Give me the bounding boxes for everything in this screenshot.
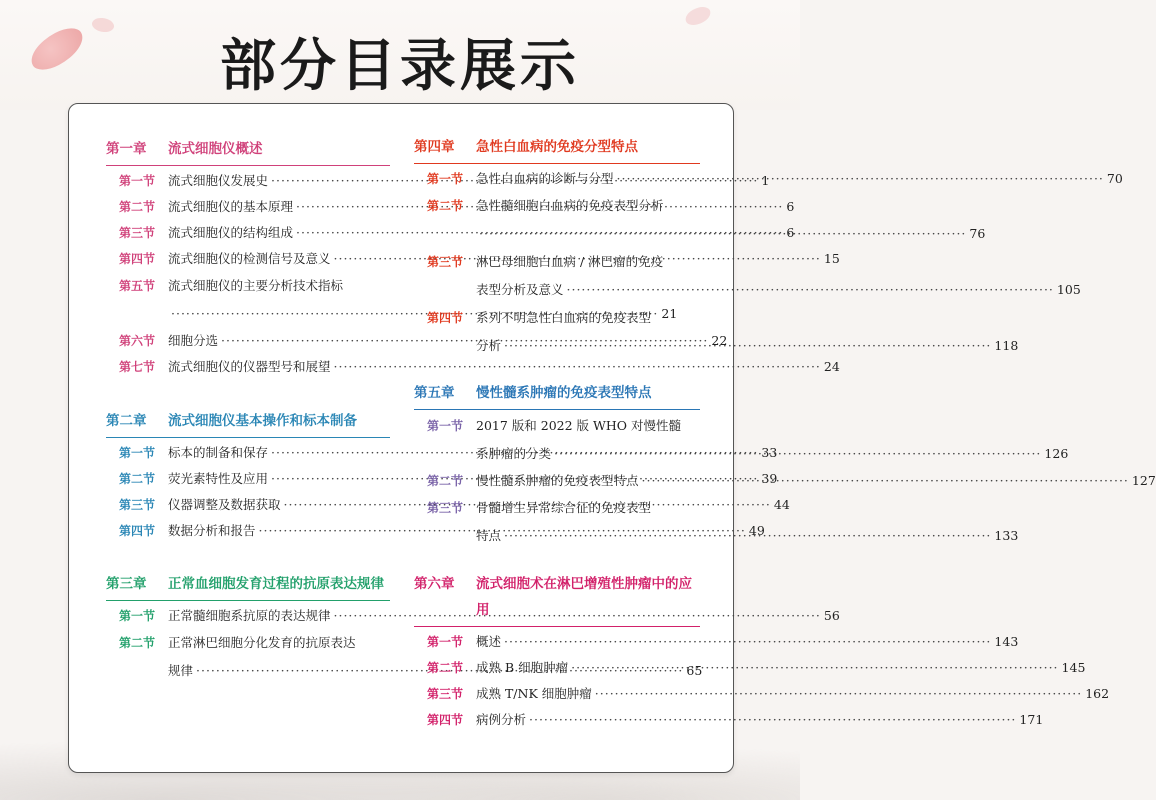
section-title: 荧光素特性及应用 <box>168 471 269 486</box>
section-number: 第四节 <box>118 524 155 538</box>
toc-section-entry[interactable] <box>414 192 986 248</box>
section-title: 急性白血病的诊断与分型 <box>476 171 614 186</box>
leader-dots <box>504 522 991 550</box>
chapter-heading[interactable] <box>414 134 700 164</box>
section-title: 规律 <box>168 663 194 678</box>
section-number: 第一节 <box>426 172 463 186</box>
leader-dots <box>529 707 1016 733</box>
leader-dots <box>504 332 991 360</box>
section-title: 淋巴母细胞白血病 / 淋巴瘤的免疫 <box>476 254 664 269</box>
section-title: 特点 <box>476 528 502 543</box>
page-number: 162 <box>1085 686 1110 701</box>
section-title: 正常髓细胞系抗原的表达规律 <box>168 608 331 623</box>
chapter-number: 第四章 <box>414 139 455 155</box>
section-title: 2017 版和 2022 版 WHO 对慢性髓 <box>476 418 681 433</box>
chapter-number: 第六章 <box>414 576 455 592</box>
section-number: 第一节 <box>426 635 463 649</box>
section-number: 第六节 <box>118 334 155 348</box>
chapter-number: 第一章 <box>106 141 147 157</box>
section-number: 第四节 <box>426 311 463 325</box>
page-number: 39 <box>761 471 778 486</box>
section-number: 第二节 <box>118 636 155 650</box>
section-number: 第二节 <box>426 661 463 675</box>
page-number: 126 <box>1044 446 1069 461</box>
section-title: 分析 <box>476 338 502 353</box>
section-number: 第七节 <box>118 360 155 374</box>
chapter-number: 第五章 <box>414 385 455 401</box>
section-number: 第五节 <box>118 279 155 293</box>
chapter-title: 流式细胞仪基本操作和标本制备 <box>168 413 357 429</box>
chapter-heading[interactable] <box>414 571 700 627</box>
chapter-number: 第三章 <box>106 576 147 592</box>
page-number: 76 <box>969 226 986 241</box>
toc-section-entry[interactable] <box>414 166 1123 192</box>
page-number: 44 <box>773 497 790 512</box>
section-number: 第一节 <box>426 419 463 433</box>
section-title: 数据分析和报告 <box>168 523 256 538</box>
page-number: 22 <box>711 333 728 348</box>
section-title: 系肿瘤的分类 <box>476 446 552 461</box>
chapter-title: 流式细胞仪概述 <box>168 141 263 157</box>
chapter-heading[interactable] <box>106 136 390 166</box>
page-number: 15 <box>823 251 840 266</box>
toc-section-entry[interactable] <box>414 655 1086 681</box>
leader-dots <box>479 220 966 248</box>
chapter-number: 第二章 <box>106 413 147 429</box>
chapter-title: 急性白血病的免疫分型特点 <box>476 139 638 155</box>
chapter-title: 慢性髓系肿瘤的免疫表型特点 <box>476 385 652 401</box>
section-number: 第三节 <box>426 687 463 701</box>
section-title: 细胞分选 <box>168 333 219 348</box>
section-title: 流式细胞仪的仪器型号和展望 <box>168 359 331 374</box>
section-title: 标本的制备和保存 <box>168 445 269 460</box>
leader-dots <box>642 468 1129 494</box>
page-number: 21 <box>661 306 678 321</box>
toc-section-entry[interactable] <box>106 354 840 380</box>
page-number: 70 <box>1106 171 1123 186</box>
leader-dots <box>617 166 1104 192</box>
chapter-heading[interactable] <box>414 380 700 410</box>
toc-section-entry[interactable] <box>106 603 840 629</box>
section-number: 第四节 <box>426 713 463 727</box>
chapter-heading[interactable] <box>106 571 390 601</box>
section-number: 第三节 <box>426 501 463 515</box>
section-number: 第二节 <box>426 199 463 213</box>
section-title: 流式细胞仪的检测信号及意义 <box>168 251 331 266</box>
section-title: 流式细胞仪的主要分析技术指标 <box>168 278 344 293</box>
section-title: 仪器调整及数据获取 <box>168 497 281 512</box>
chapter-title: 正常血细胞发育过程的抗原表达规律 <box>168 576 384 592</box>
page-number: 6 <box>786 199 795 214</box>
chapter-heading[interactable] <box>106 408 390 438</box>
toc-section-entry[interactable] <box>414 681 1110 707</box>
toc-section-entry[interactable] <box>414 707 1044 733</box>
section-title: 流式细胞仪的结构组成 <box>168 225 294 240</box>
section-number: 第三节 <box>426 255 463 269</box>
section-number: 第一节 <box>118 609 155 623</box>
leader-dots <box>567 276 1054 304</box>
page-number: 127 <box>1131 473 1156 488</box>
page-number: 133 <box>994 528 1019 543</box>
toc-section-entry[interactable] <box>106 220 795 246</box>
section-title: 表型分析及意义 <box>476 282 564 297</box>
section-number: 第一节 <box>118 446 155 460</box>
page-number: 65 <box>686 663 703 678</box>
page-number: 1 <box>761 173 770 188</box>
page-number: 105 <box>1056 282 1081 297</box>
page-number: 143 <box>994 634 1019 649</box>
leader-dots <box>595 681 1082 707</box>
page-number: 145 <box>1061 660 1086 675</box>
page-number: 6 <box>786 225 795 240</box>
section-number: 第二节 <box>118 200 155 214</box>
page-title: 部分目录展示 <box>220 34 580 99</box>
chapter-title: 流式细胞术在淋巴增殖性肿瘤中的应用 <box>476 576 692 618</box>
section-number: 第三节 <box>118 498 155 512</box>
section-title: 系列不明急性白血病的免疫表型 <box>476 310 652 325</box>
section-title: 成熟 B 细胞肿瘤 <box>476 660 569 675</box>
toc-section-entry[interactable] <box>414 629 1019 655</box>
page-number: 24 <box>823 359 840 374</box>
page-number: 118 <box>994 338 1019 353</box>
leader-dots <box>504 629 991 655</box>
section-title: 急性髓细胞白血病的免疫表型分析 <box>476 198 664 213</box>
section-title: 慢性髓系肿瘤的免疫表型特点 <box>476 473 639 488</box>
page-number: 56 <box>823 608 840 623</box>
section-number: 第一节 <box>118 174 155 188</box>
page-number: 33 <box>761 445 778 460</box>
section-title: 骨髓增生异常综合征的免疫表型 <box>476 500 652 515</box>
section-number: 第二节 <box>426 474 463 488</box>
page-number: 49 <box>748 523 765 538</box>
page-number: 171 <box>1019 712 1044 727</box>
leader-dots <box>571 655 1058 681</box>
section-title: 概述 <box>476 634 502 649</box>
section-title: 病例分析 <box>476 712 527 727</box>
section-number: 第四节 <box>118 252 155 266</box>
section-title: 流式细胞仪的基本原理 <box>168 199 294 214</box>
section-title: 流式细胞仪发展史 <box>168 173 269 188</box>
section-number: 第二节 <box>118 472 155 486</box>
section-title: 正常淋巴细胞分化发育的抗原表达 <box>168 635 356 650</box>
section-title: 成熟 T/NK 细胞肿瘤 <box>476 686 592 701</box>
section-number: 第三节 <box>118 226 155 240</box>
leader-dots <box>554 440 1041 468</box>
